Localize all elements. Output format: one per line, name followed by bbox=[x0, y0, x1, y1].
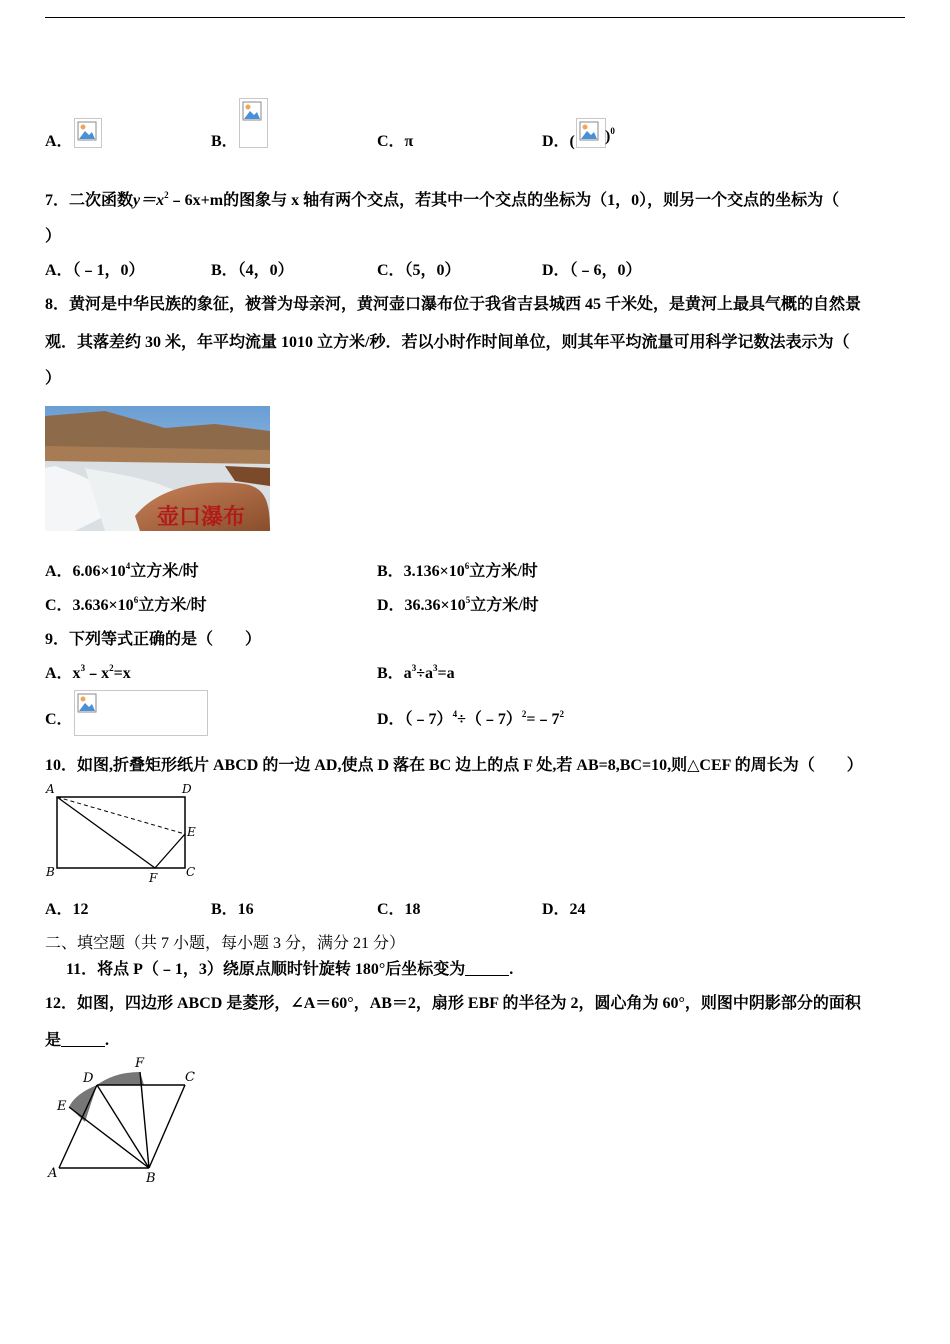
q12-rhombus-diagram bbox=[45, 1052, 205, 1184]
q10-label-c: C bbox=[186, 865, 196, 879]
q10-stem: 10．如图,折叠矩形纸片 ABCD 的一边 AD,使点 D 落在 BC 边上的点 F 处,若 AB=8,BC=10,则△CEF 的周长为（ ） bbox=[45, 757, 863, 774]
q10-rectangle-diagram bbox=[45, 780, 205, 885]
q12-stem-line1: 12．如图，四边形 ABCD 是菱形，∠A＝60°，AB＝2，扇形 EBF 的半径为 2，圆心角为 60°，则图中阴影部分的面积 bbox=[45, 995, 861, 1012]
q7-option-c: C．（5，0） bbox=[377, 262, 461, 279]
q6-option-a-label: A． bbox=[45, 133, 73, 150]
q7-option-b: B．（4，0） bbox=[211, 262, 294, 279]
q10-option-d: D．24 bbox=[542, 901, 586, 918]
q12-label-e: E bbox=[57, 1099, 67, 1114]
q10-label-d: D bbox=[182, 782, 192, 796]
q12-label-d: D bbox=[83, 1071, 94, 1086]
q7-option-d: D．（﹣6，0） bbox=[542, 262, 642, 279]
q9-option-a: A．$x^3﹣x^2=x$ bbox=[45, 663, 131, 682]
q10-option-a: A．12 bbox=[45, 901, 89, 918]
q9-option-c-image-icon bbox=[74, 690, 208, 736]
q6-option-d-image-icon bbox=[576, 118, 606, 148]
q10-label-f: F bbox=[149, 871, 158, 885]
q10-option-b: B．16 bbox=[211, 901, 254, 918]
q9-option-b: B．$a^3\div a^3=a$ bbox=[377, 663, 455, 682]
q12-answer-blank[interactable] bbox=[61, 1032, 105, 1047]
q8-option-c: C．$3.636\times 10^6$立方米/时 bbox=[45, 595, 207, 614]
q6-option-d-suffix: )$^0$ bbox=[605, 126, 615, 145]
q6-option-d-label: D．( bbox=[542, 133, 575, 150]
header-rule bbox=[45, 17, 905, 18]
q8-photo-caption: 壶口瀑布 bbox=[157, 504, 246, 530]
q10-label-b: B bbox=[46, 865, 55, 879]
q8-stem-line3: ） bbox=[45, 370, 62, 387]
q8-stem-line2: 观．其落差约 30 米，年平均流量 1010 立方米/秒．若以小时作时间单位，则其年平均流量可用科学记数法表示为（ bbox=[45, 334, 850, 351]
q11-answer-blank[interactable] bbox=[465, 961, 509, 976]
q12-stem-line2: 是 . bbox=[45, 1032, 110, 1049]
q12-label-b: B bbox=[146, 1171, 156, 1184]
q9-stem: 9．下列等式正确的是（ ） bbox=[45, 631, 262, 648]
q12-label-c: C bbox=[185, 1070, 195, 1085]
q6-option-b-label: B． bbox=[211, 133, 238, 150]
q7-option-a: A．（﹣1，0） bbox=[45, 262, 145, 279]
q11-stem: 11．将点 P（﹣1，3）绕原点顺时针旋转 180°后坐标变为 . bbox=[66, 961, 514, 978]
q12-label-a: A bbox=[48, 1166, 58, 1181]
section-2-heading: 二、填空题（共 7 小题，每小题 3 分，满分 21 分） bbox=[45, 935, 406, 952]
q8-waterfall-photo bbox=[45, 406, 270, 531]
q8-option-b: B．$3.136\times 10^6$立方米/时 bbox=[377, 561, 538, 580]
q8-option-d: D．$36.36\times 10^5$立方米/时 bbox=[377, 595, 539, 614]
q10-label-e: E bbox=[187, 825, 196, 839]
q6-option-c: C．π bbox=[377, 133, 414, 150]
q8-stem-line1: 8．黄河是中华民族的象征，被誉为母亲河，黄河壶口瀑布位于我省吉县城西 45 千米处，是黄河上最具气概的自然景 bbox=[45, 296, 862, 313]
q10-label-a: A bbox=[46, 782, 55, 796]
q7-stem-line2: ） bbox=[45, 228, 62, 245]
q7-stem-line1: 7．二次函数$y=x^2﹣6x+m$的图象与 x 轴有两个交点，若其中一个交点的坐标为（1，0），则另一个交点的坐标为（ bbox=[45, 190, 840, 209]
q9-option-d: D．$(﹣7)^4\div(﹣7)^2=﹣7^2$ bbox=[377, 709, 564, 728]
q10-option-c: C．18 bbox=[377, 901, 421, 918]
q6-option-b-image-icon bbox=[239, 98, 268, 148]
q9-option-c-label: C． bbox=[45, 711, 73, 728]
q12-label-f: F bbox=[135, 1056, 145, 1071]
q8-option-a: A．$6.06\times 10^4$立方米/时 bbox=[45, 561, 199, 580]
q6-option-a-image-icon bbox=[74, 118, 102, 148]
